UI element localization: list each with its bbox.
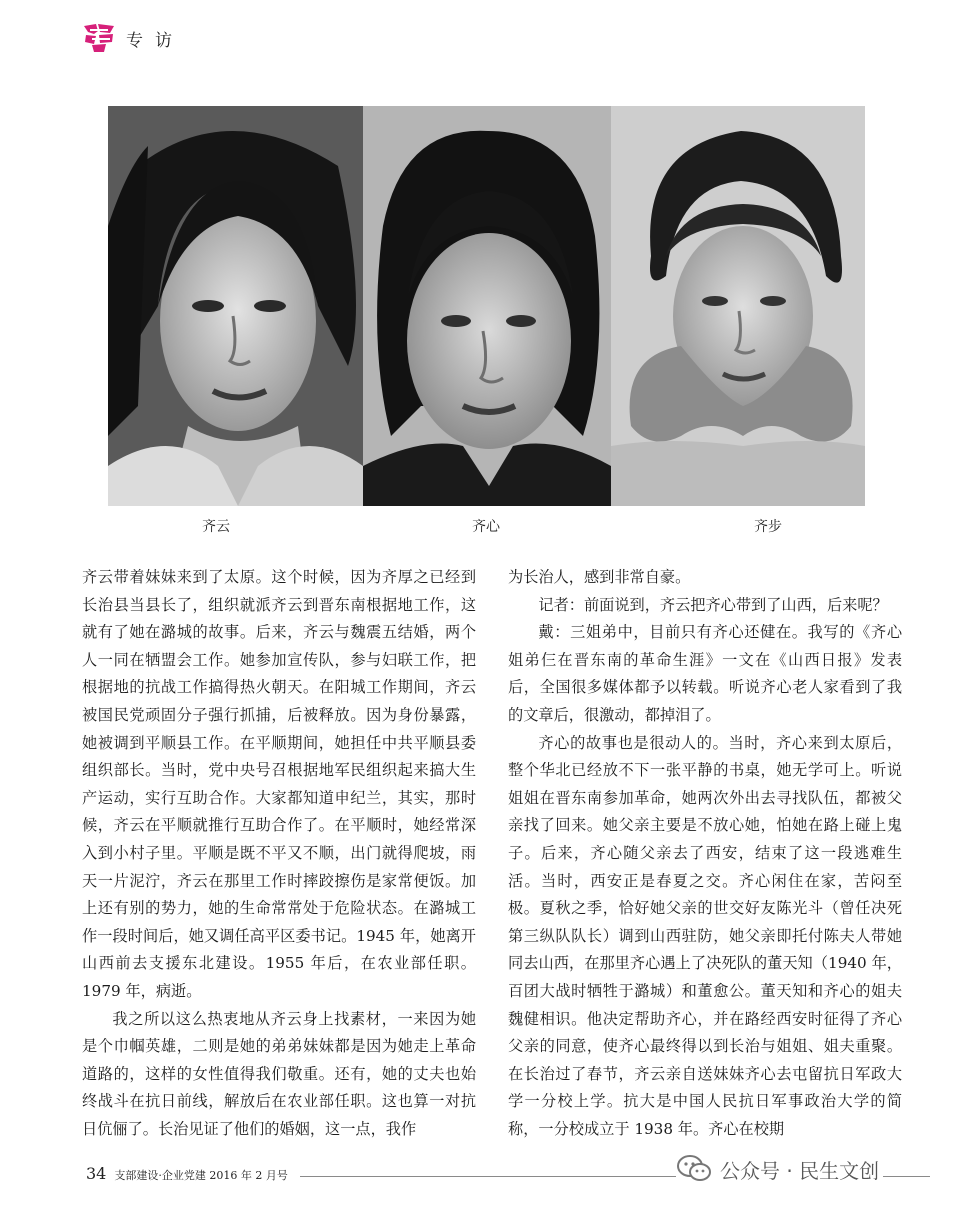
caption-qi-bu: 齐步 bbox=[754, 519, 782, 535]
paragraph: 齐心的故事也是很动人的。当时，齐心来到太原后，整个华北已经放不下一张平静的书桌，她无学可上。听说姐姐在晋东南参加革命，她两次外出去寻找队伍，都被父亲找了回来。她父亲主要是不放心她，怕她在路上碰上鬼子。后来，齐心随父亲去了西安，结束了这一段逃难生活。当时，西安正是春夏之交。齐心闲住在家，苦闷至极。夏秋之季，恰好她父亲的世交好友陈光斗（曾任决死第三纵队队长）调到山西驻防，她父亲即托付陈夫人带她同去山西，在那里齐心遇上了决死队的董天知（1940 年，百团大战时牺牲于潞城）和董愈公。董天知和齐心的姐夫魏健相识。他决定帮助齐心，并在路经西安时征得了齐心父亲的同意，使齐心最终得以到长治与姐姐、姐夫重聚。在长治过了春节，齐云亲自送妹妹齐心去屯留抗日军政大学一分校上学。抗大是中国人民抗日军事政治大学的简称，一分校成立于 1938 年。齐心在校期 bbox=[508, 733, 902, 1138]
paragraph: 我之所以这么热衷地从齐云身上找素材，一来因为她是个巾帼英雄，二则是她的弟弟妹妹都是因为她走上革命道路的，这样的女性值得我们敬重。还有，她的丈夫也始终战斗在抗日前线，解放后在农业部任职。这也算一对抗日伉俪了。长治见证了他们的婚姻，这一点，我作 bbox=[82, 1009, 476, 1138]
portrait-qi-xin bbox=[363, 106, 611, 506]
caption-qi-xin: 齐心 bbox=[472, 519, 500, 535]
photo-strip bbox=[108, 106, 865, 506]
portrait-qi-yun bbox=[108, 106, 363, 506]
magazine-issue: 支部建设·企业党建 2016 年 2 月号 bbox=[114, 1169, 288, 1182]
wechat-icon bbox=[676, 1154, 712, 1184]
section-label: 专访 bbox=[126, 30, 184, 51]
magazine-logo-icon bbox=[82, 22, 116, 54]
portrait-qi-bu bbox=[611, 106, 865, 506]
paragraph: 为长治人，感到非常自豪。 bbox=[508, 568, 691, 586]
paragraph: 齐云带着妹妹来到了太原。这个时候，因为齐厚之已经到长治县当县长了，组织就派齐云到晋东南根据地工作，这就有了她在潞城的故事。后来，齐云与魏震五结婚，两个人一同在牺盟会工作。她参加宣传队，参与妇联工作，把根据地的抗战工作搞得热火朝天。在阳城工作期间，齐云被国民党顽固分子强行抓捕，后被释放。因为身份暴露，她被调到平顺县工作。在平顺期间，她担任中共平顺县委组织部长。当时，党中央号召根据地军民组织起来搞大生产运动，实行互助合作。大家都知道申纪兰，其实，那时候，齐云在平顺就推行互助合作了。在平顺时，她经常深入到小村子里。平顺是既不平又不顺，出门就得爬坡，雨天一片泥泞，齐云在那里工作时摔跤擦伤是家常便饭。加上还有别的势力，她的生命常常处于危险状态。在潞城工作一段时间后，她又调任高平区委书记。1945 年，她离开山西前去支援东北建设。1955 年后，在农业部任职。1979 年，病逝。 bbox=[82, 568, 476, 1000]
page-header bbox=[82, 20, 184, 56]
caption-qi-yun: 齐云 bbox=[202, 519, 230, 535]
watermark bbox=[676, 1154, 883, 1184]
article-column-right bbox=[508, 564, 902, 1143]
watermark-text: 公众号 · 民生文创 bbox=[720, 1158, 880, 1183]
page-number: 34 bbox=[86, 1164, 107, 1183]
paragraph: 戴：三姐弟中，目前只有齐心还健在。我写的《齐心姐弟仨在晋东南的革命生涯》一文在《山西日报》发表后，全国很多媒体都予以转载。听说齐心老人家看到了我的文章后，很激动，都掉泪了。 bbox=[508, 623, 902, 724]
page-footer bbox=[86, 1164, 288, 1183]
article-column-left bbox=[82, 564, 476, 1143]
interview-question: 记者：前面说到，齐云把齐心带到了山西，后来呢？ bbox=[538, 595, 888, 614]
